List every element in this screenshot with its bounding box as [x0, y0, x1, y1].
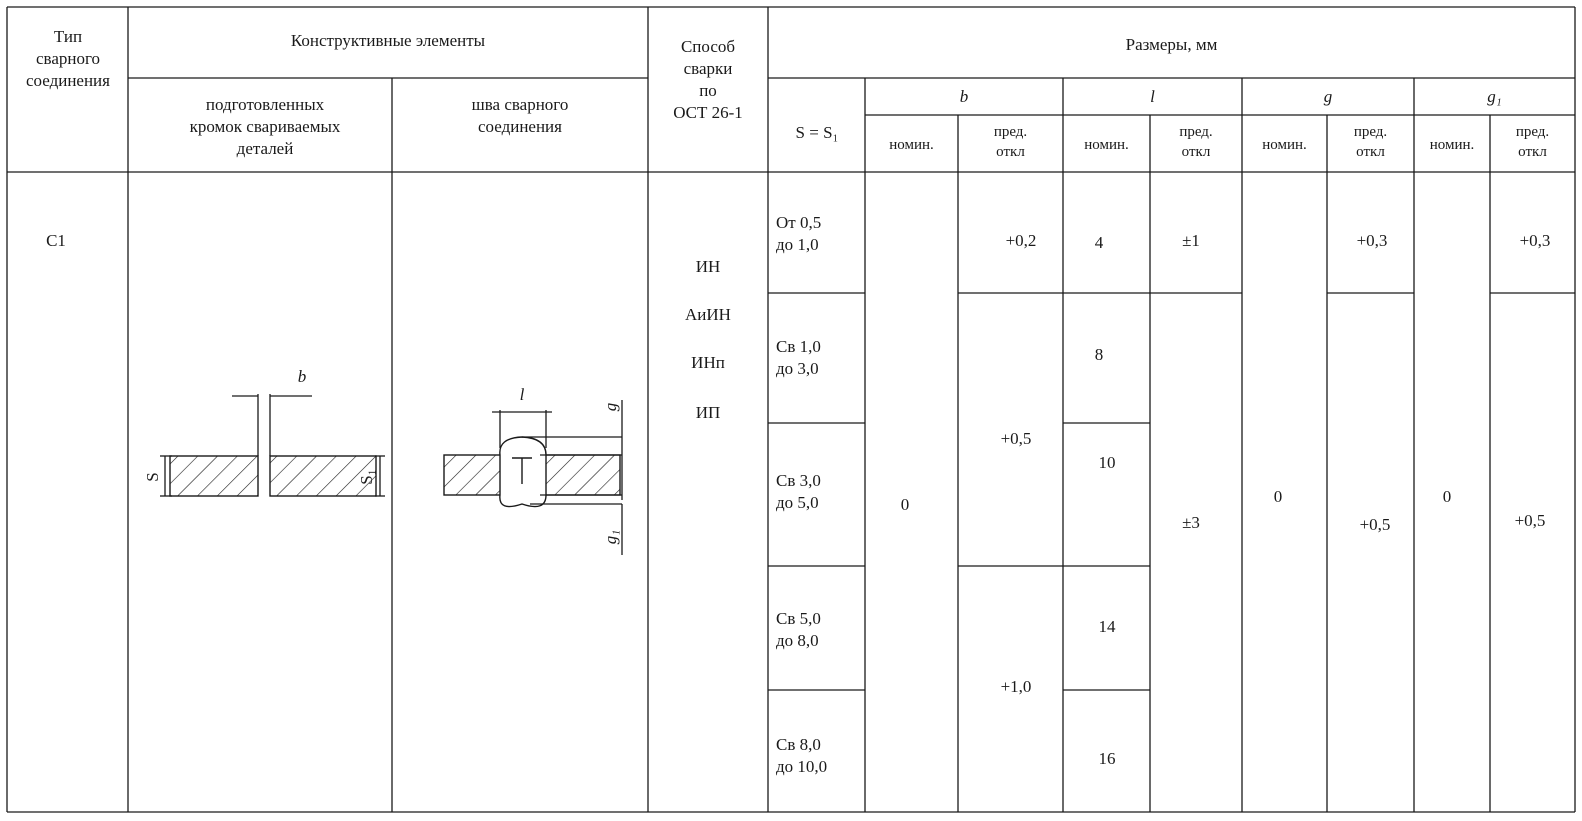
header-l-nom: номин.: [1084, 137, 1129, 153]
l-nom: 8: [1094, 345, 1104, 364]
header-method: Способ сварки по ОСТ 26-1: [673, 37, 743, 122]
g-nom: 0: [1273, 487, 1283, 506]
weld-seam-drawing: [444, 400, 622, 555]
s-range: Св 3,0 до 5,0: [776, 471, 821, 512]
drawing-label-g: g: [601, 402, 620, 412]
header-prepared-edges: подготовленных кромок свариваемых деталей: [189, 95, 341, 158]
header-b-dev: пред. откл: [993, 124, 1028, 160]
s-range: Св 8,0 до 10,0: [776, 735, 828, 776]
header-g-dev: пред. откл: [1353, 124, 1388, 160]
l-dev: ±3: [1182, 513, 1200, 532]
joint-type-value: С1: [46, 231, 66, 250]
b-dev: +0,2: [1005, 231, 1037, 250]
s-range: Св 1,0 до 3,0: [776, 337, 821, 378]
drawing-label-s1: S₁: [357, 469, 376, 485]
prepared-edges-drawing: [160, 394, 385, 496]
l-nom: 14: [1098, 617, 1116, 636]
b-dev: +1,0: [1000, 677, 1032, 696]
g-dev: +0,5: [1359, 515, 1391, 534]
header-g-nom: номин.: [1262, 137, 1307, 153]
l-nom: 10: [1098, 453, 1116, 472]
header-sizes: Размеры, мм: [1125, 35, 1218, 54]
header-g1: g₁: [1487, 87, 1502, 106]
method-item: ИП: [695, 403, 721, 422]
g1-dev: +0,3: [1519, 231, 1551, 250]
l-nom: 16: [1098, 749, 1116, 768]
header-s-eq: S = S₁: [795, 123, 839, 142]
b-nom: 0: [900, 495, 910, 514]
header-l-dev: пред. откл: [1179, 124, 1213, 160]
g1-dev: +0,5: [1514, 511, 1546, 530]
header-g1-nom: номин.: [1429, 137, 1475, 153]
header-g: g: [1323, 87, 1333, 106]
drawing-label-g1: g₁: [601, 529, 620, 545]
drawing-label-b: b: [297, 367, 307, 386]
header-b: b: [959, 87, 969, 106]
method-item: ИН: [695, 257, 721, 276]
l-nom: 4: [1094, 233, 1104, 252]
b-dev: +0,5: [1000, 429, 1032, 448]
header-b-nom: номин.: [889, 137, 934, 153]
header-weld-seam: шва сварного соединения: [471, 95, 569, 136]
g1-nom: 0: [1442, 487, 1452, 506]
header-l: l: [1150, 87, 1155, 106]
method-item: АиИН: [685, 305, 731, 324]
drawing-label-s: S: [143, 472, 162, 482]
header-g1-dev: пред. откл: [1515, 124, 1550, 160]
header-elements: Конструктивные элементы: [290, 31, 486, 50]
g-dev: +0,3: [1356, 231, 1388, 250]
header-joint-type: Тип сварного соединения: [26, 27, 110, 90]
s-range: Св 5,0 до 8,0: [776, 609, 821, 650]
method-item: ИНп: [691, 353, 725, 372]
drawing-label-l: l: [519, 385, 525, 404]
l-dev: ±1: [1182, 231, 1200, 250]
s-range: От 0,5 до 1,0: [776, 213, 822, 254]
